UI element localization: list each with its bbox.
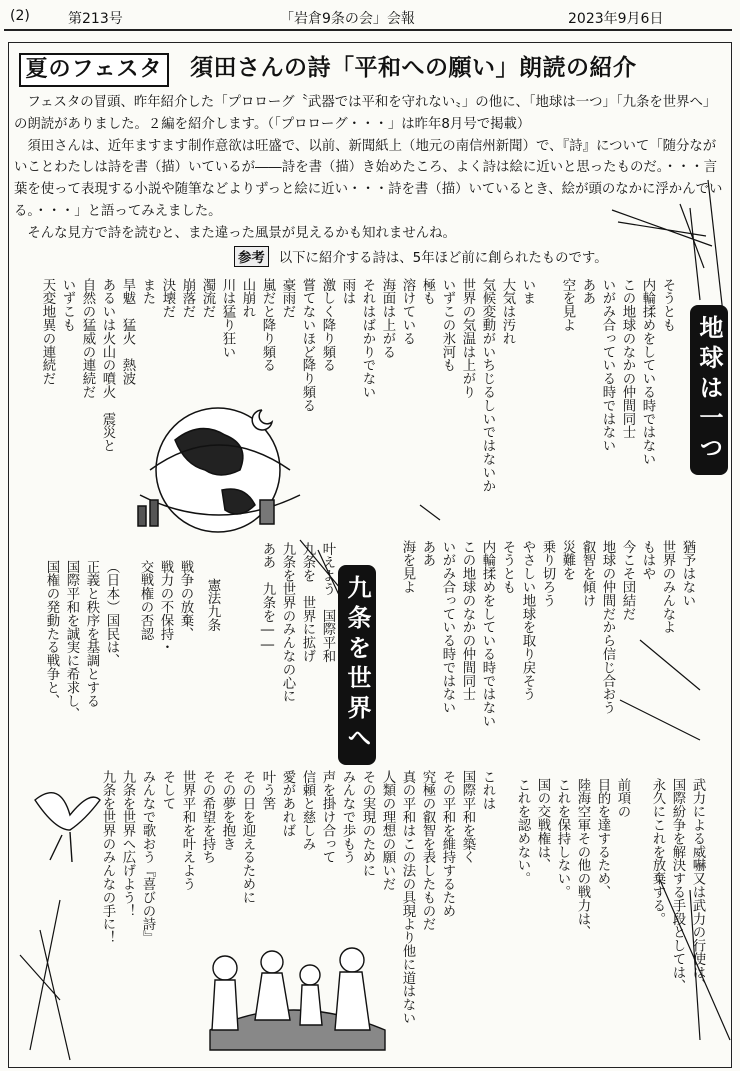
poem1-line: 内輪揉めをしている時ではない — [480, 540, 495, 728]
poem2-closing-line: 国際平和を築く — [460, 770, 475, 864]
poem1-line: 極も — [420, 278, 435, 305]
poem2-closing-line: 愛があれば — [280, 770, 295, 837]
poem2-line: 九条を 世界に拡げ — [300, 542, 315, 663]
poem1-line: 気候変動がいちじるしいではないか — [480, 278, 495, 493]
poem1-line: 溶けている — [400, 278, 415, 345]
newsletter-header — [8, 6, 732, 28]
poem1-line: いずこも — [60, 278, 75, 332]
poem2-line: 国権の発動たる戦争と、 — [44, 560, 59, 708]
article-title: 須田さんの詩「平和への願い」朗読の紹介 — [190, 55, 637, 81]
poem1-line: そうとも — [500, 540, 515, 594]
poem1-line: 海を見よ — [400, 540, 415, 594]
poem2-closing-line: そして — [160, 770, 175, 811]
article9-line: 永久にこれを放棄する。 — [650, 778, 665, 926]
poem1-line: 大気は汚れ — [500, 278, 515, 345]
reference-text: 以下に紹介する詩は、5年ほど前に創られたものです。 — [278, 251, 608, 266]
poem1-line: 乗り切ろう — [540, 540, 555, 607]
reference-badge: 参考 — [234, 246, 269, 267]
poem2-closing-line: 究極の叡智を表したものだ — [420, 770, 435, 931]
poem2-closing-line: 声を掛け合って — [320, 770, 335, 864]
poem1-line: 叡智を傾け — [580, 540, 595, 607]
poem1-line: また — [140, 278, 155, 305]
newsletter-name: 「岩倉9条の会」会報 — [280, 11, 415, 27]
poem2-line: 正義と秩序を基調とする — [84, 560, 99, 708]
poem1-line: 嵐だと降り頻る — [260, 278, 275, 372]
article9-line: 武力による威嚇又は武力の行使は、 — [690, 778, 705, 993]
intro-paragraph-3: そんな見方で詩を読むと、また違った風景が見えるかも知れませんね。 — [27, 225, 456, 241]
poem1-line: そうとも — [660, 278, 675, 332]
poem1-line: 山崩れ — [240, 278, 255, 319]
poem2-line: 国際平和を誠実に希求し、 — [64, 560, 79, 721]
poem1-line: 決壊だ — [160, 278, 175, 319]
poem1-line: いがみ合っている時ではない — [600, 278, 615, 453]
event-badge: 夏のフェスタ — [19, 53, 169, 87]
intro-paragraph-2: 須田さんは、近年ますます制作意欲は旺盛で、以前、新聞紙上（地元の南信州新聞）で、『詩』について「随分ながいことわたしは詩を書（描）いているが――詩を書（描）き始めたころ、よく詩は絵に近いと思ったものだ。・・・言葉を使って表現する小説や随筆などよりずっと絵に近い・・・詩を書（描）いているとき、絵が頭のなかに浮かんでいる。・・・」と語ってみえました。 — [14, 138, 723, 219]
poem2-closing-line: 世界平和を叶えよう — [180, 770, 195, 891]
poem1-line: いがみ合っている時ではない — [440, 540, 455, 715]
issue-number: 第213号 — [68, 11, 123, 27]
poem1-line: いずこの氷河も — [440, 278, 455, 372]
poem1-line: ああ — [420, 540, 435, 567]
reference-note — [234, 246, 608, 267]
poem2-closing-line: その夢を抱き — [220, 770, 235, 851]
poem1-line: この地球のなかの仲間同士 — [460, 540, 475, 701]
poem1-line: 今こそ団結だ — [620, 540, 635, 621]
intro-text — [14, 92, 724, 245]
poem1-line: 自然の猛威の連続だ — [80, 278, 95, 399]
poem1-line: 内輪揉めをしている時ではない — [640, 278, 655, 466]
poem2-closing-line: その平和を維持するため — [440, 770, 455, 918]
poem1-line: 旱魃 猛火 熱波 — [120, 278, 135, 386]
poem2-closing-line: 真の平和はこの法の具現より他に道はない — [400, 770, 415, 1025]
issue-date: 2023年9月6日 — [568, 11, 664, 27]
poem2-closing-line: その希望を持ち — [200, 770, 215, 864]
intro-paragraph-1: フェスタの冒頭、昨年紹介した「プロローグ〝武器では平和を守れない〟」の他に、「地球は一つ」「九条を世界へ」の朗読がありました。２編を紹介します。（「プロローグ・・・」は昨年8月号で掲載） — [14, 95, 717, 132]
poem2-title: 九条を世界へ — [338, 565, 376, 765]
poem1-title: 地球は一つ — [690, 305, 728, 475]
poem1-line: あるいは火山の噴火 震災と — [100, 278, 115, 453]
article9-line: 国の交戦権は、 — [535, 778, 550, 872]
poem1-line: 地球の仲間だから信じ合おう — [600, 540, 615, 715]
poem2-closing-line: 九条を世界のみんなの手に！ — [100, 770, 115, 945]
poem1-line: 川は猛り狂い — [220, 278, 235, 359]
article9-line: これを認めない。 — [515, 778, 530, 886]
poem2-closing-line: みんなで歩もう — [340, 770, 355, 864]
poem1-line: 雨は — [340, 278, 355, 305]
poem1-line: もはや — [640, 540, 655, 581]
poem1-line: 天変地異の連続だ — [40, 278, 55, 386]
poem2-line: 戦力の不保持・ — [158, 560, 173, 654]
poem1-line: やさしい地球を取り戻そう — [520, 540, 535, 701]
poem1-line: それはばかりでない — [360, 278, 375, 399]
poem2-closing-line: その日を迎えるために — [240, 770, 255, 904]
poem1-line: 豪雨だ — [280, 278, 295, 319]
article9-line: 陸海空軍その他の戦力は、 — [575, 778, 590, 939]
article9-line: これを保持しない。 — [555, 778, 570, 899]
article9-line: 目的を達するため、 — [595, 778, 610, 899]
poem2-closing-line: その実現のために — [360, 770, 375, 878]
poem1-line: 災難を — [560, 540, 575, 581]
poem1-line: 激しく降り頻る — [320, 278, 335, 372]
poem2-line: ああ 九条を―― — [260, 542, 275, 653]
poem2-closing-line: 叶う筈 — [260, 770, 275, 811]
poem1-line: いま — [520, 278, 535, 305]
poem1-line: 世界の気温は上がり — [460, 278, 475, 399]
poem2-closing-line: 信頼と慈しみ — [300, 770, 315, 851]
poem1-line: 嘗てないほど降り頻る — [300, 278, 315, 412]
poem2-line: 憲法九条 — [205, 578, 220, 632]
header-rule — [4, 29, 732, 31]
poem1-line: ああ — [580, 278, 595, 305]
poem2-line: 交戦権の否認 — [138, 560, 153, 641]
poem2-closing-line: 九条を世界へ広げよう！ — [120, 770, 135, 918]
poem2-closing-line: これは — [480, 770, 495, 811]
poem1-line: 海面は上がる — [380, 278, 395, 359]
poem2-closing-line: 人類の理想の願いだ — [380, 770, 395, 891]
poem2-line: 九条を世界のみんなの心に — [280, 542, 295, 703]
poem1-line: 濁流だ — [200, 278, 215, 319]
poem2-line: 叶えよう 国際平和 — [320, 542, 335, 663]
poem1-line: 空を見よ — [560, 278, 575, 332]
poem2-closing-line: みんなで歌おう『喜びの詩』 — [140, 770, 155, 945]
poem1-line: 猶予はない — [680, 540, 695, 607]
poem1-line: この地球のなかの仲間同士 — [620, 278, 635, 439]
article9-line: 国際紛争を解決する手段としては、 — [670, 778, 685, 993]
poem1-line: 世界のみんなよ — [660, 540, 675, 634]
poem1-line: 崩落だ — [180, 278, 195, 319]
page-number: (2) — [10, 8, 30, 24]
poem2-line: （日本）国民は、 — [104, 560, 119, 668]
article9-line: 前項の — [615, 778, 630, 819]
poem2-line: 戦争の放棄、 — [178, 560, 193, 641]
